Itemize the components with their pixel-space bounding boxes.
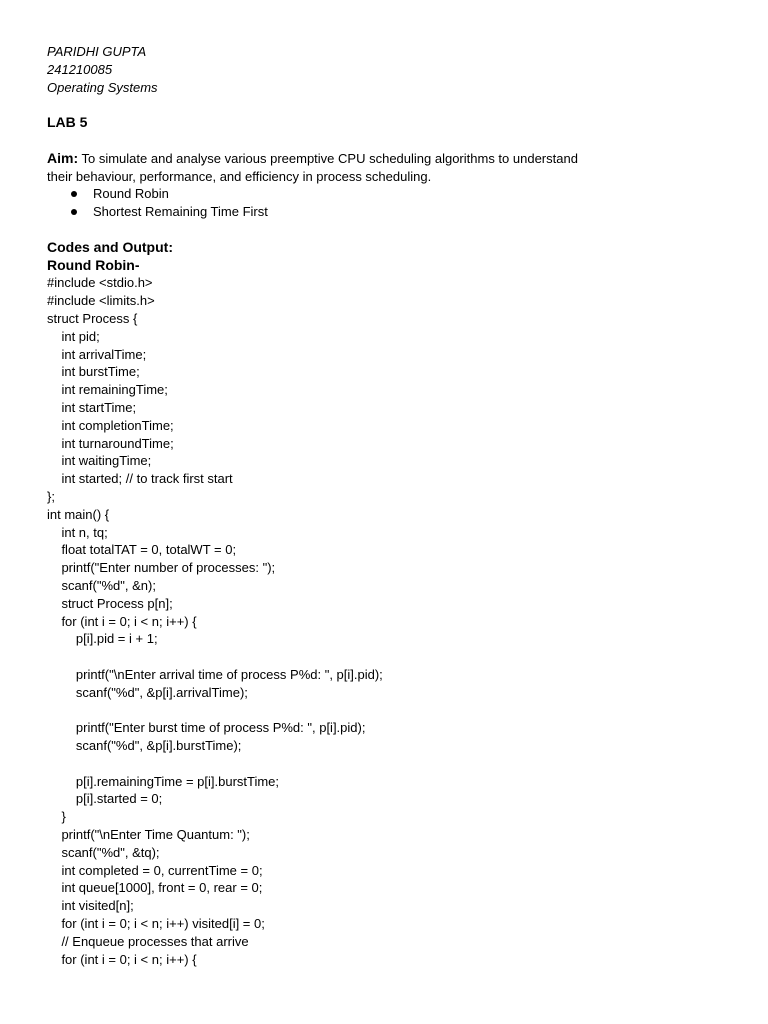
code-line: scanf("%d", &p[i].burstTime); (47, 738, 242, 754)
aim-text-line1: To simulate and analyse various preemptive CPU scheduling algorithms to understand (78, 150, 578, 166)
code-line: int started; // to track first start (47, 471, 233, 487)
code-line: struct Process { (47, 310, 138, 326)
round-robin-heading: Round Robin- (47, 256, 140, 273)
code-line (47, 701, 737, 719)
code-line (47, 648, 737, 666)
code-line: for (int i = 0; i < n; i++) visited[i] = 0; (47, 916, 265, 932)
code-line: int completed = 0, currentTime = 0; (47, 862, 263, 878)
list-item: Round Robin (69, 185, 737, 203)
spacer (47, 96, 737, 114)
code-line: #include <limits.h> (47, 293, 155, 309)
code-line: p[i].pid = i + 1; (47, 631, 158, 647)
roll-number: 241210085 (47, 61, 113, 77)
code-line: }; (47, 488, 55, 504)
code-line: for (int i = 0; i < n; i++) { (47, 951, 197, 967)
lab-title: LAB 5 (47, 114, 88, 131)
code-line: int waitingTime; (47, 453, 152, 469)
code-line: float totalTAT = 0, totalWT = 0; (47, 542, 237, 558)
code-line: // Enqueue processes that arrive (47, 933, 249, 949)
codes-heading: Codes and Output: (47, 238, 173, 255)
code-block (47, 274, 737, 968)
code-line (47, 755, 737, 773)
author-name: PARIDHI GUPTA (47, 44, 147, 59)
list-item: Shortest Remaining Time First (69, 203, 737, 221)
course-name: Operating Systems (47, 79, 158, 95)
code-line: int queue[1000], front = 0, rear = 0; (47, 880, 263, 896)
code-line: #include <stdio.h> (47, 275, 153, 291)
code-line: int turnaroundTime; (47, 435, 174, 451)
code-line: printf("\nEnter Time Quantum: "); (47, 827, 250, 843)
code-line: int pid; (47, 328, 100, 344)
code-line: scanf("%d", &tq); (47, 844, 160, 860)
aim-label: Aim: (47, 149, 79, 166)
code-line: struct Process p[n]; (47, 595, 173, 611)
document-content (47, 43, 737, 968)
code-line: int remainingTime; (47, 382, 168, 398)
code-line: int startTime; (47, 399, 137, 415)
code-line: printf("Enter burst time of process P%d: ", p[i].pid); (47, 720, 366, 736)
code-line: p[i].remainingTime = p[i].burstTime; (47, 773, 280, 789)
code-line: printf("Enter number of processes: "); (47, 560, 276, 576)
code-line: int main() { (47, 506, 110, 522)
code-line: int visited[n]; (47, 898, 134, 914)
code-line: int completionTime; (47, 417, 174, 433)
aim-text-line2: their behaviour, performance, and efficiency in process scheduling. (47, 168, 432, 184)
code-line: for (int i = 0; i < n; i++) { (47, 613, 197, 629)
spacer (47, 132, 737, 150)
code-line: p[i].started = 0; (47, 791, 163, 807)
code-line: int n, tq; (47, 524, 108, 540)
code-line: scanf("%d", &n); (47, 577, 156, 593)
aim-paragraph (47, 150, 737, 186)
code-line: printf("\nEnter arrival time of process P%d: ", p[i].pid); (47, 666, 383, 682)
code-line: scanf("%d", &p[i].arrivalTime); (47, 684, 248, 700)
code-line: int arrivalTime; (47, 346, 147, 362)
spacer (47, 221, 737, 239)
code-line: int burstTime; (47, 364, 140, 380)
code-line: } (47, 809, 66, 825)
algorithm-list (47, 185, 737, 221)
